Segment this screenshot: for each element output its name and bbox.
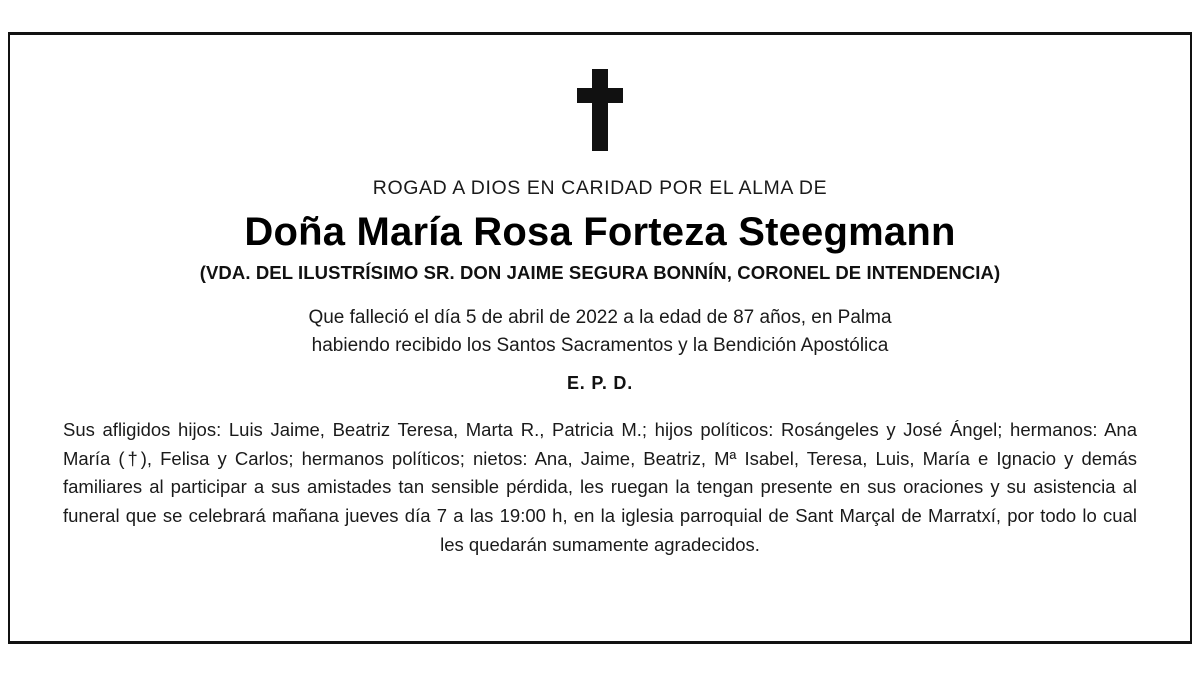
cross-horizontal-bar [577,88,623,103]
death-details [308,304,891,359]
invocation-line: ROGAD A DIOS EN CARIDAD POR EL ALMA DE [372,177,828,199]
latin-cross-icon [577,69,623,151]
obituary-notice-card [8,32,1192,644]
epd-label: E. P. D. [566,373,634,394]
death-date-line: Que falleció el día 5 de abril de 2022 a la edad de 87 años, en Palma [308,307,892,328]
cross-vertical-bar [592,69,608,151]
family-message: Sus afligidos hijos: Luis Jaime, Beatriz Teresa, Marta R., Patricia M.; hijos políticos: Rosángeles y José Ángel; hermanos: Ana María (†), Felisa y Carlos; hermanos políticos; nietos: Ana, Jaime, Beatriz, Mª Isabel, Teresa, Luis, María e Ignacio y demás familiares al participar a sus amistades tan sensible pérdida, les ruegan la tengan presente en sus oraciones y su asistencia al funeral que se celebrará mañana jueves día 7 a las 19:00 h, en la iglesia parroquial de Sant Marçal de Marratxí, por todo lo cual les quedarán sumamente agradecidos. [63,419,1137,555]
deceased-name: Doña María Rosa Forteza Steegmann [244,210,956,254]
obituary-content [10,35,1190,641]
sacraments-line: habiendo recibido los Santos Sacramentos y la Bendición Apostólica [311,334,889,356]
deceased-subtitle: (VDA. DEL ILUSTRÍSIMO SR. DON JAIME SEGURA BONNÍN, CORONEL DE INTENDENCIA) [199,262,1001,283]
